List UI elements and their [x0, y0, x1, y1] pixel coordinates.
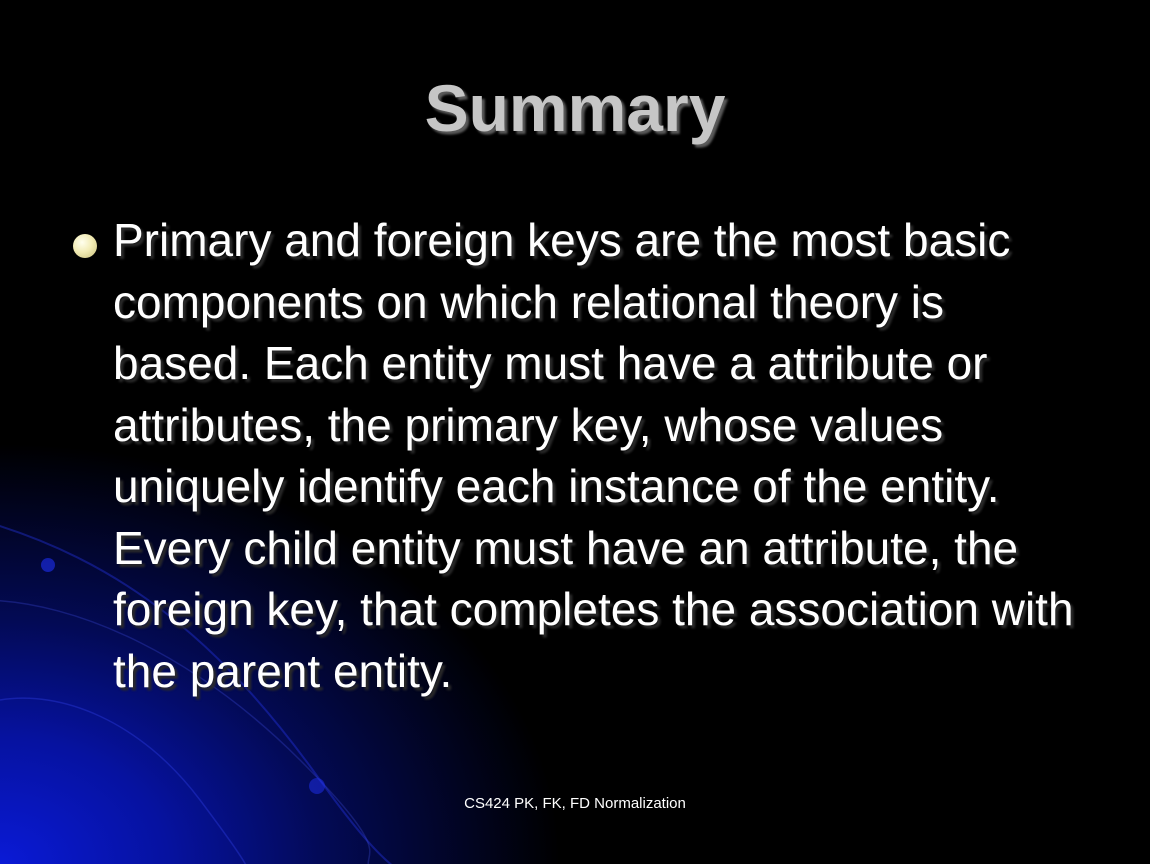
slide-title: Summary [424, 71, 726, 145]
slide-footer: CS424 PK, FK, FD Normalization [464, 795, 686, 812]
bullet-list [0, 210, 1150, 702]
swoosh-dot [309, 778, 325, 794]
bullet-dot-icon [73, 234, 97, 258]
bullet-text: Primary and foreign keys are the most basic components on which relational theory is based. Each entity must have a attribute or attributes, the primary key, whose values uniquely identify each instance of the entity. Every child entity must have an attribute, the foreign key, that completes the association with the parent entity. [113, 214, 1074, 697]
swoosh-line [0, 698, 250, 864]
bullet-item [0, 210, 1150, 702]
